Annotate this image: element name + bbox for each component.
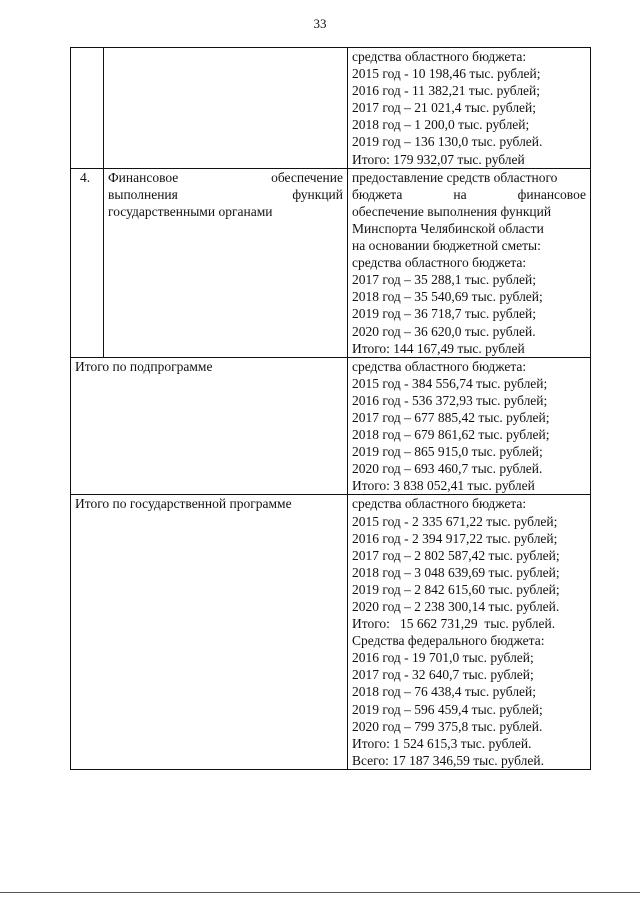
funding-line: на основании бюджетной сметы: bbox=[352, 238, 541, 254]
funding-total: Итого: 3 838 052,41 тыс. рублей bbox=[352, 478, 535, 494]
funding-cell bbox=[348, 48, 591, 169]
funding-line: средства областного бюджета: bbox=[352, 255, 527, 271]
funding-line: 2019 год – 36 718,7 тыс. рублей; bbox=[352, 306, 537, 322]
row-number-cell bbox=[71, 48, 104, 169]
funding-line: обеспечение выполнения функций bbox=[352, 203, 552, 219]
funding-line: 2017 год - 32 640,7 тыс. рублей; bbox=[352, 667, 534, 683]
program-total-label: Итого по государственной программе bbox=[75, 496, 292, 512]
funding-line: 2020 год – 36 620,0 тыс. рублей. bbox=[352, 323, 536, 339]
funding-line: средства областного бюджета: bbox=[352, 49, 527, 64]
table-row bbox=[71, 357, 591, 495]
funding-line: 2017 год – 35 288,1 тыс. рублей; bbox=[352, 272, 537, 288]
row-number-cell bbox=[71, 168, 104, 357]
funding-total: Итого: 144 167,49 тыс. рублей bbox=[352, 340, 525, 356]
funding-cell bbox=[348, 168, 591, 357]
funding-line: бюджета на финансовое bbox=[352, 186, 586, 202]
funding-line: 2015 год - 2 335 671,22 тыс. рублей; bbox=[352, 513, 558, 529]
funding-line: 2019 год – 2 842 615,60 тыс. рублей; bbox=[352, 581, 560, 597]
activity-name-cell bbox=[104, 168, 348, 357]
funding-line: Минспорта Челябинской области bbox=[352, 220, 544, 236]
funding-line: предоставление средств областного bbox=[352, 169, 558, 185]
funding-line: 2020 год – 693 460,7 тыс. рублей. bbox=[352, 461, 543, 477]
total-label-cell bbox=[71, 495, 348, 770]
funding-line: 2016 год - 536 372,93 тыс. рублей; bbox=[352, 392, 548, 408]
funding-line: 2019 год – 596 459,4 тыс. рублей; bbox=[352, 701, 543, 717]
funding-line: 2017 год – 2 802 587,42 тыс. рублей; bbox=[352, 547, 560, 563]
funding-line: 2016 год - 11 382,21 тыс. рублей; bbox=[352, 83, 541, 99]
row-number: 4. bbox=[80, 169, 91, 185]
funding-line: 2020 год – 799 375,8 тыс. рублей. bbox=[352, 718, 543, 734]
funding-line: Средства федерального бюджета: bbox=[352, 633, 545, 649]
funding-line: 2015 год - 10 198,46 тыс. рублей; bbox=[352, 66, 541, 82]
table-row bbox=[71, 48, 591, 169]
funding-cell bbox=[348, 357, 591, 495]
activity-name-line: выполнения функций bbox=[108, 186, 343, 202]
funding-line: средства областного бюджета: bbox=[352, 358, 527, 374]
activity-name-line: государственными органами bbox=[108, 203, 273, 219]
program-funding-table bbox=[70, 47, 591, 770]
activity-name-cell bbox=[104, 48, 348, 169]
funding-line: 2018 год – 1 200,0 тыс. рублей; bbox=[352, 117, 530, 133]
subtotal-label-cell bbox=[71, 357, 348, 495]
funding-line: 2017 год – 21 021,4 тыс. рублей; bbox=[352, 100, 537, 116]
funding-line: 2019 год – 865 915,0 тыс. рублей; bbox=[352, 444, 543, 460]
table-row bbox=[71, 495, 591, 770]
subprogram-total-label: Итого по подпрограмме bbox=[75, 358, 213, 374]
funding-line: 2018 год – 76 438,4 тыс. рублей; bbox=[352, 684, 537, 700]
funding-total: Итого: 1 524 615,3 тыс. рублей. bbox=[352, 735, 532, 751]
grand-total: Всего: 17 187 346,59 тыс. рублей. bbox=[352, 752, 544, 768]
funding-line: 2018 год – 3 048 639,69 тыс. рублей; bbox=[352, 564, 560, 580]
funding-line: 2020 год – 2 238 300,14 тыс. рублей. bbox=[352, 599, 560, 614]
page-number: 33 bbox=[313, 16, 327, 31]
funding-line: 2015 год - 384 556,74 тыс. рублей; bbox=[352, 375, 548, 391]
funding-line: 2016 год - 2 394 917,22 тыс. рублей; bbox=[352, 530, 558, 546]
funding-total: Итого: 15 662 731,29 тыс. рублей. bbox=[352, 616, 556, 632]
funding-line: 2018 год – 35 540,69 тыс. рублей; bbox=[352, 289, 543, 305]
table-row bbox=[71, 168, 591, 357]
footer-divider bbox=[0, 892, 640, 893]
funding-cell bbox=[348, 495, 591, 770]
funding-line: средства областного бюджета: bbox=[352, 496, 527, 512]
funding-line: 2019 год – 136 130,0 тыс. рублей. bbox=[352, 134, 543, 150]
funding-line: 2018 год – 679 861,62 тыс. рублей; bbox=[352, 427, 550, 443]
funding-line: 2016 год - 19 701,0 тыс. рублей; bbox=[352, 650, 534, 666]
activity-name-line: Финансовое обеспечение bbox=[108, 169, 343, 185]
funding-line: 2017 год – 677 885,42 тыс. рублей; bbox=[352, 409, 550, 425]
funding-total: Итого: 179 932,07 тыс. рублей bbox=[352, 151, 525, 167]
